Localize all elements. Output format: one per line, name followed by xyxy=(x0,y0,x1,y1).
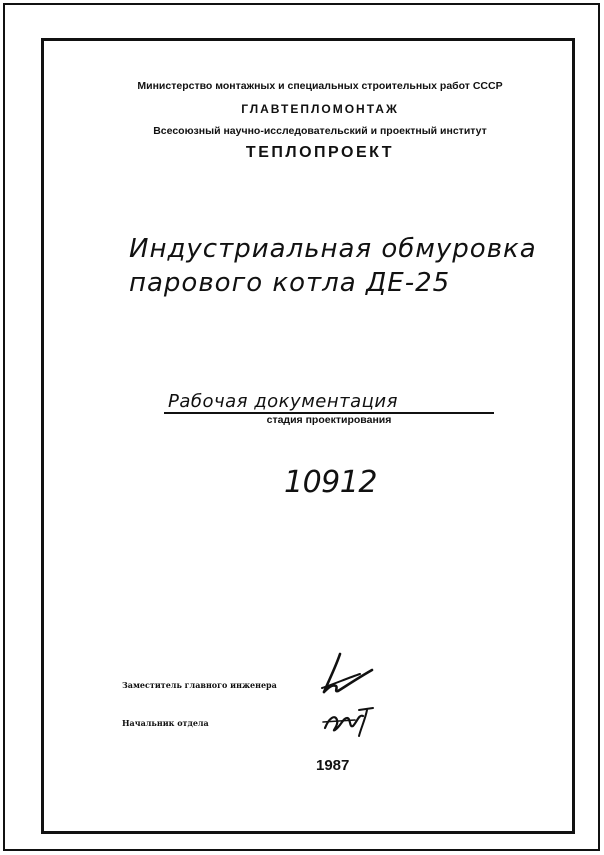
institute-description: Всесоюзный научно-исследовательский и проектный институт xyxy=(153,125,487,137)
deputy-signature xyxy=(314,648,384,698)
department-head-label: Начальник отдела xyxy=(122,718,209,728)
ministry-name: Министерство монтажных и специальных строительных работ СССР xyxy=(137,80,503,92)
document-number: 10912 xyxy=(284,465,377,500)
institute-name: ТЕПЛОПРОЕКТ xyxy=(245,144,395,161)
outer-page-border xyxy=(3,3,600,851)
deputy-chief-engineer-label: Заместитель главного инженера xyxy=(122,680,277,690)
title-page-frame xyxy=(41,38,575,834)
department-head-signature xyxy=(319,704,379,738)
documentation-type: Рабочая документация xyxy=(168,391,398,412)
department-name: ГЛАВТЕПЛОМОНТАЖ xyxy=(241,102,399,116)
design-stage-label: стадия проектирования xyxy=(266,414,392,426)
document-title-line-2: парового котла ДЕ-25 xyxy=(129,268,451,298)
publication-year: 1987 xyxy=(316,757,350,774)
document-title-line-1: Индустриальная обмуровка xyxy=(129,234,537,264)
